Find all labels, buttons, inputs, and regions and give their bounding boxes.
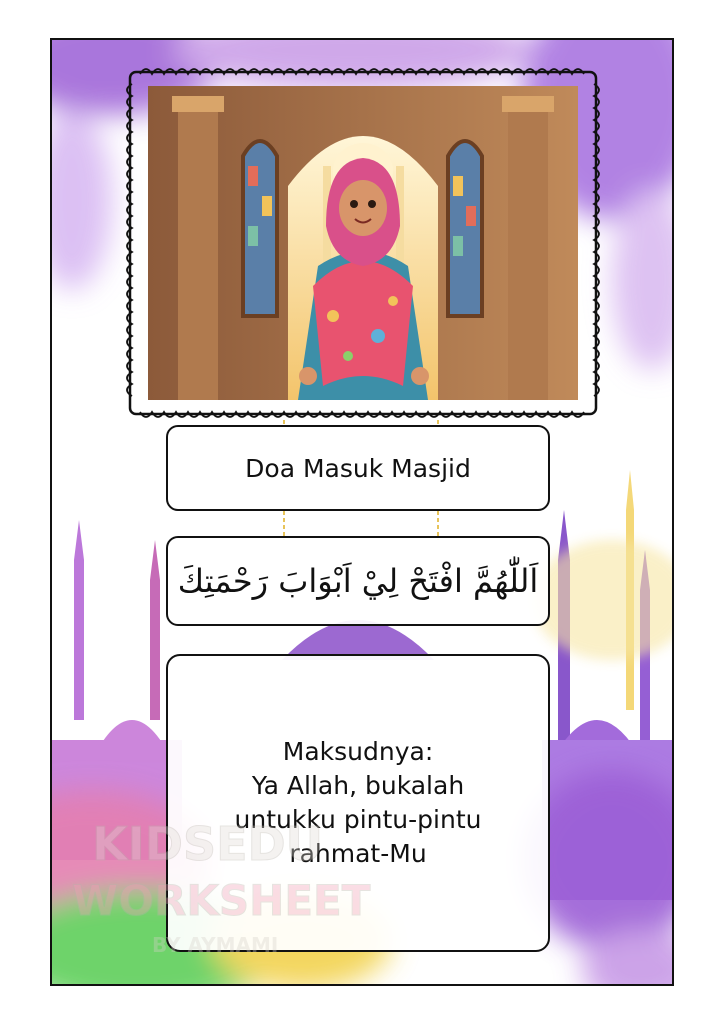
stained-glass-window-left	[243, 141, 277, 316]
doa-title: Doa Masuk Masjid	[245, 453, 471, 483]
stained-glass-window-right	[448, 141, 482, 316]
svg-text:KIDSEDU: KIDSEDU	[92, 817, 324, 871]
kidsedu-watermark-logo	[62, 800, 382, 970]
meaning-line: untukku pintu-pintu	[234, 805, 482, 834]
girl-mosque-illustration	[148, 86, 578, 400]
worksheet-page	[50, 38, 674, 986]
svg-text:WORKSHEET: WORKSHEET	[72, 876, 371, 925]
arabic-card	[166, 536, 550, 626]
meaning-heading: Maksudnya:	[282, 737, 434, 766]
meaning-line: rahmat-Mu	[289, 839, 427, 868]
svg-text:BY AYMAMI: BY AYMAMI	[152, 933, 279, 957]
arabic-doa-text: اَللّٰهُمَّ افْتَحْ لِيْ اَبْوَابَ رَحْمَتِكَ	[177, 562, 539, 600]
illustration-frame	[120, 62, 606, 424]
title-card	[166, 425, 550, 511]
meaning-line: Ya Allah, bukalah	[251, 771, 465, 800]
